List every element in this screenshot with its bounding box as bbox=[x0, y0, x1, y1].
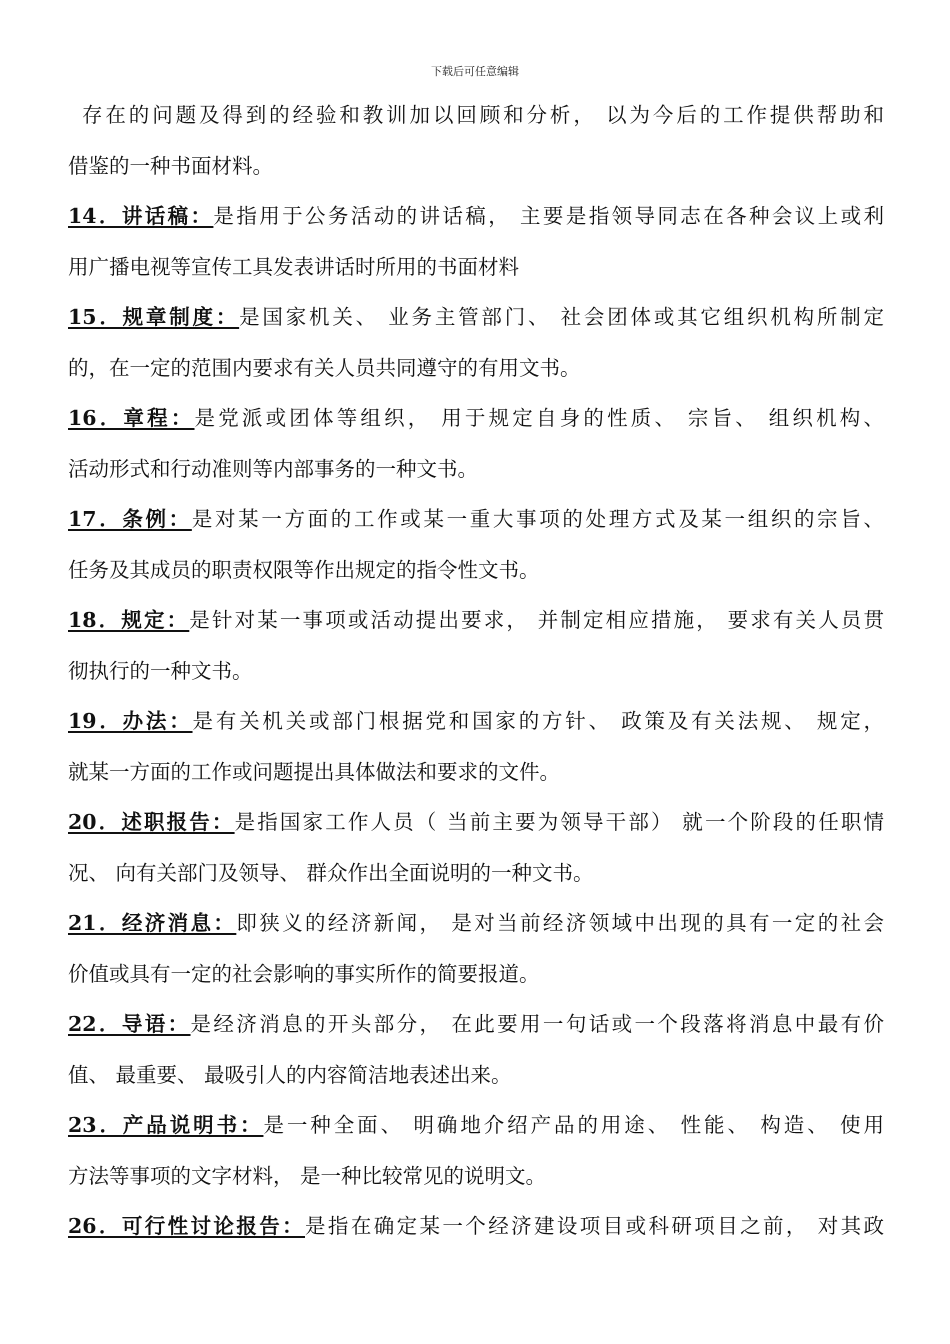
entry-definition: 是指用于公务活动的讲话稿， 主要是指领导同志在各种会议上或利 bbox=[213, 204, 884, 228]
entry-term: 23．产品说明书： bbox=[68, 1113, 264, 1137]
page-header: 下载后可任意编辑 bbox=[431, 65, 519, 78]
entry-definition: 是指国家工作人员（ 当前主要为领导干部） 就一个阶段的任职情 bbox=[234, 810, 885, 834]
entry-first-line bbox=[68, 898, 884, 949]
entry-first-line bbox=[68, 595, 884, 646]
entry-continuation-line: 用广播电视等宣传工具发表讲话时所用的书面材料 bbox=[68, 254, 519, 279]
entry-continuation-line: 彻执行的一种文书。 bbox=[68, 658, 253, 683]
entry-definition: 是指在确定某一个经济建设项目或科研项目之前， 对其政 bbox=[305, 1214, 884, 1238]
intro-line: 存在的问题及得到的经验和教训加以回顾和分析， 以为今后的工作提供帮助和 bbox=[82, 103, 884, 127]
entry-term: 14．讲话稿： bbox=[68, 204, 214, 228]
entry-continuation-line: 活动形式和行动准则等内部事务的一种文书。 bbox=[68, 456, 478, 481]
entry-term: 15．规章制度： bbox=[68, 305, 240, 329]
entry-continuation-line: 任务及其成员的职责权限等作出规定的指令性文书。 bbox=[68, 557, 540, 582]
entry-continuation-line: 况、 向有关部门及领导、 群众作出全面说明的一种文书。 bbox=[68, 860, 594, 885]
entry-definition: 即狭义的经济新闻， 是对当前经济领域中出现的具有一定的社会 bbox=[236, 911, 885, 935]
document-body bbox=[68, 90, 884, 1252]
entry-first-line bbox=[68, 797, 884, 848]
entry-definition: 是针对某一事项或活动提出要求， 并制定相应措施， 要求有关人员贯 bbox=[189, 608, 885, 632]
entry-term: 19．办法： bbox=[68, 709, 193, 733]
entry-term: 17．条例： bbox=[68, 507, 192, 531]
entry-first-line bbox=[68, 999, 884, 1050]
entry-term: 22．导语： bbox=[68, 1012, 191, 1036]
entry-first-line bbox=[68, 696, 884, 747]
entry-definition: 是经济消息的开头部分， 在此要用一句话或一个段落将消息中最有价 bbox=[190, 1012, 885, 1036]
entry-continuation-line: 价值或具有一定的社会影响的事实所作的简要报道。 bbox=[68, 961, 540, 986]
entry-continuation-line: 的，在一定的范围内要求有关人员共同遵守的有用文书。 bbox=[68, 355, 581, 380]
entry-definition: 是国家机关、 业务主管部门、 社会团体或其它组织机构所制定 bbox=[239, 305, 885, 329]
entry-term: 20．述职报告： bbox=[68, 810, 235, 834]
entry-first-line bbox=[68, 191, 884, 242]
entry-first-line bbox=[68, 1201, 884, 1252]
entry-first-line bbox=[68, 393, 884, 444]
entry-first-line bbox=[68, 292, 884, 343]
entry-definition: 是有关机关或部门根据党和国家的方针、 政策及有关法规、 规定， bbox=[192, 709, 885, 733]
entry-term: 26．可行性讨论报告： bbox=[68, 1214, 306, 1238]
entry-term: 21．经济消息： bbox=[68, 911, 237, 935]
entry-first-line bbox=[68, 494, 884, 545]
entry-term: 16．章程： bbox=[68, 406, 195, 430]
intro-line: 借鉴的一种书面材料。 bbox=[68, 153, 273, 178]
entry-definition: 是对某一方面的工作或某一重大事项的处理方式及某一组织的宗旨、 bbox=[191, 507, 885, 531]
entry-continuation-line: 就某一方面的工作或问题提出具体做法和要求的文件。 bbox=[68, 759, 560, 784]
entry-term: 18．规定： bbox=[68, 608, 190, 632]
entry-definition: 是党派或团体等组织， 用于规定自身的性质、 宗旨、 组织机构、 bbox=[194, 406, 884, 430]
entry-first-line bbox=[68, 1100, 884, 1151]
entry-continuation-line: 值、 最重要、 最吸引人的内容简洁地表述出来。 bbox=[68, 1062, 512, 1087]
entry-definition: 是一种全面、 明确地介绍产品的用途、 性能、 构造、 使用 bbox=[263, 1113, 884, 1137]
entry-continuation-line: 方法等事项的文字材料， 是一种比较常见的说明文。 bbox=[68, 1163, 547, 1188]
